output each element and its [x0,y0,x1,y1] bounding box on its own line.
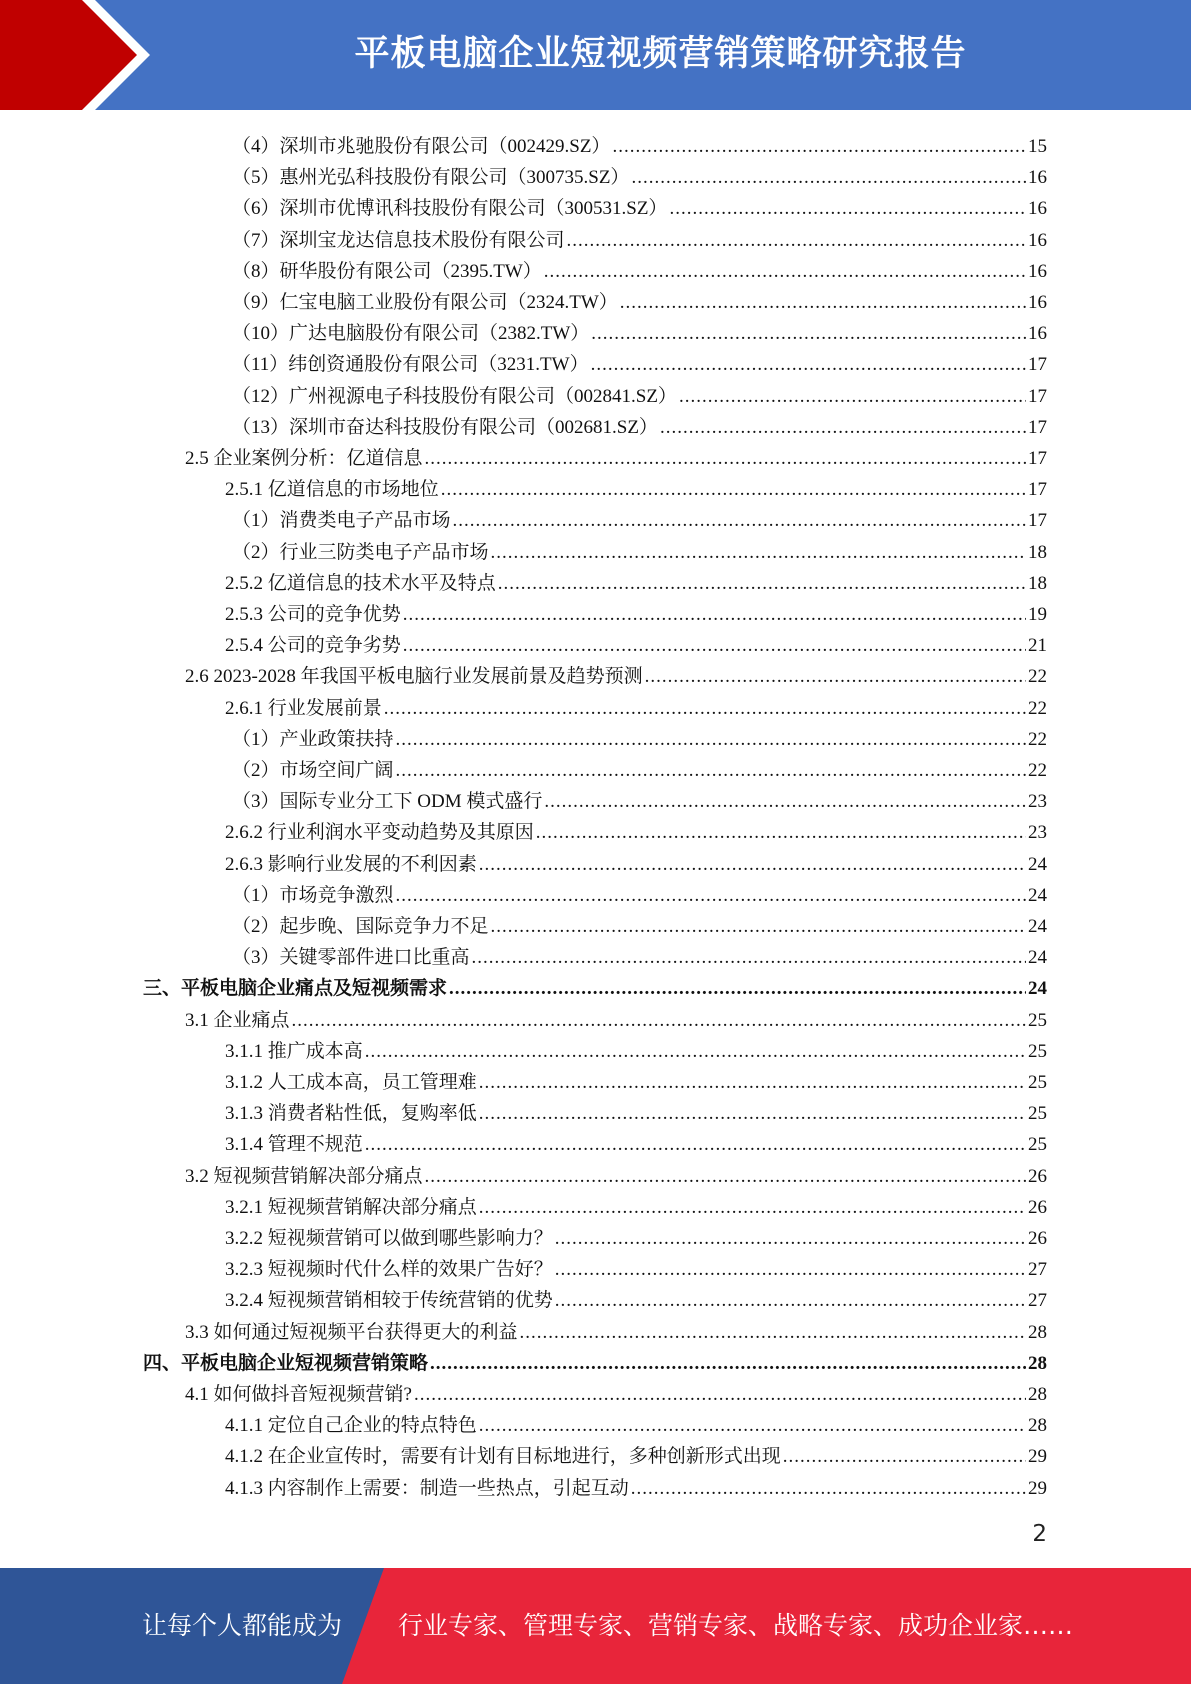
toc-leader-dots [479,1071,1026,1095]
toc-entry-page: 25 [1028,1134,1047,1156]
toc-entry-page: 24 [1028,916,1047,937]
toc-entry[interactable] [185,440,1047,471]
toc-leader-dots [365,1133,1026,1157]
toc-entry-title: 2.5.3 公司的竞争优势 [225,604,401,625]
toc-entry-page: 28 [1028,1415,1047,1437]
toc-leader-dots [396,728,1026,752]
toc-entry[interactable] [232,253,1047,284]
toc-entry-title: 3.2 短视频营销解决部分痛点 [185,1165,423,1187]
toc-entry[interactable] [225,1220,1047,1251]
toc-entry[interactable] [225,814,1047,845]
toc-entry-page: 17 [1028,479,1047,501]
toc-entry-title: （2）起步晚、国际竞争力不足 [232,916,489,937]
toc-entry[interactable] [232,783,1047,814]
toc-entry-page: 24 [1028,947,1047,969]
toc-entry-page: 25 [1028,1040,1047,1062]
toc-entry[interactable] [225,1470,1047,1501]
toc-entry[interactable] [185,1158,1047,1189]
toc-entry-title: （3）关键零部件进口比重高 [232,947,470,969]
toc-entry-title: 3.2.4 短视频营销相较于传统营销的优势 [225,1290,553,1312]
toc-entry-title: 四、平板电脑企业短视频营销策略 [143,1352,429,1374]
toc-entry-page: 22 [1028,760,1047,781]
toc-leader-dots [612,135,1026,159]
toc-entry-title: （11）纬创资通股份有限公司（3231.TW） [232,354,589,376]
toc-entry[interactable] [232,222,1047,253]
toc-entry-page: 19 [1028,604,1047,625]
page-header [0,0,1191,110]
toc-entry-title: （7）深圳宝龙达信息技术股份有限公司 [232,229,565,251]
toc-entry-page: 22 [1028,728,1047,750]
toc-entry-page: 25 [1028,1072,1047,1093]
toc-entry-page: 16 [1028,292,1047,313]
toc-entry[interactable] [185,1314,1047,1345]
toc-entry[interactable] [225,1438,1047,1469]
toc-entry-title: 2.5 企业案例分析：亿道信息 [185,448,423,469]
toc-entry-title: 3.1 企业痛点 [185,1009,290,1031]
toc-entry[interactable] [232,159,1047,190]
toc-entry[interactable] [232,752,1047,783]
toc-entry-page: 21 [1028,635,1047,657]
toc-entry-page: 25 [1028,1103,1047,1125]
toc-entry-page: 26 [1028,1196,1047,1218]
toc-leader-dots [591,353,1026,377]
toc-leader-dots [660,416,1026,440]
toc-entry-title: 2.5.4 公司的竞争劣势 [225,635,401,657]
toc-leader-dots [631,166,1026,190]
toc-entry-title: 4.1 如何做抖音短视频营销? [185,1384,412,1405]
toc-entry-page: 28 [1028,1352,1047,1374]
toc-leader-dots [591,322,1026,346]
toc-leader-dots [365,1040,1026,1064]
toc-entry-title: （2）行业三防类电子产品市场 [232,541,489,563]
toc-entry[interactable] [232,721,1047,752]
toc-entry-title: （5）惠州光弘科技股份有限公司（300735.SZ） [232,167,630,189]
toc-entry[interactable] [232,502,1047,533]
footer-slogan-right: 行业专家、管理专家、营销专家、战略专家、成功企业家…… [398,1611,1074,1640]
toc-entry[interactable] [225,471,1047,502]
toc-entry[interactable] [232,908,1047,939]
report-title: 平板电脑企业短视频营销策略研究报告 [354,34,967,74]
toc-entry-title: 3.2.3 短视频时代什么样的效果广告好？ [225,1259,553,1281]
toc-entry[interactable] [232,877,1047,908]
toc-entry-page: 22 [1028,697,1047,719]
toc-leader-dots [536,821,1026,845]
toc-entry-page: 26 [1028,1165,1047,1187]
page-number: 2 [1032,1521,1047,1547]
toc-entry[interactable] [225,627,1047,658]
toc-entry-title: （2）市场空间广阔 [232,760,394,781]
toc-entry-page: 18 [1028,541,1047,563]
toc-entry-page: 16 [1028,323,1047,345]
toc-entry[interactable] [185,1002,1047,1033]
toc-leader-dots [396,759,1026,783]
toc-entry[interactable] [232,939,1047,970]
toc-entry-title: （6）深圳市优博讯科技股份有限公司（300531.SZ） [232,198,668,220]
toc-entry[interactable] [225,596,1047,627]
toc-leader-dots [479,1102,1026,1126]
toc-entry[interactable] [225,1407,1047,1438]
header-chevron-red [0,0,140,110]
toc-entry[interactable] [225,690,1047,721]
toc-entry-title: （4）深圳市兆驰股份有限公司（002429.SZ） [232,136,611,157]
toc-entry-title: 3.2.1 短视频营销解决部分痛点 [225,1196,477,1218]
toc-entry-page: 15 [1028,136,1047,157]
toc-entry-page: 28 [1028,1321,1047,1343]
toc-entry-page: 25 [1028,1009,1047,1031]
toc-entry-title: 2.5.2 亿道信息的技术水平及特点 [225,572,496,594]
toc-leader-dots [425,1165,1026,1189]
toc-entry-page: 23 [1028,791,1047,813]
toc-entry-title: （10）广达电脑股份有限公司（2382.TW） [232,323,590,345]
toc-entry-title: 2.6.2 行业利润水平变动趋势及其原因 [225,822,534,844]
toc-entry-page: 29 [1028,1446,1047,1468]
toc-entry-page: 16 [1028,260,1047,282]
toc-entry-title: 3.3 如何通过短视频平台获得更大的利益 [185,1321,518,1343]
toc-leader-dots [403,634,1026,658]
toc-entry-title: 3.1.2 人工成本高，员工管理难 [225,1072,477,1093]
toc-leader-dots [384,697,1026,721]
toc-leader-dots [631,1477,1026,1501]
toc-entry-page: 16 [1028,198,1047,220]
toc-entry-title: 3.1.4 管理不规范 [225,1134,363,1156]
toc-leader-dots [396,884,1026,908]
toc-leader-dots [472,946,1026,970]
toc-entry-page: 17 [1028,416,1047,438]
toc-entry-page: 16 [1028,167,1047,189]
toc-entry-page: 27 [1028,1259,1047,1281]
toc-entry-title: 2.5.1 亿道信息的市场地位 [225,479,439,501]
toc-entry[interactable] [225,1251,1047,1282]
toc-entry[interactable] [225,846,1047,877]
toc-leader-dots [414,1383,1026,1407]
toc-leader-dots [679,385,1026,409]
footer-slogan-left: 让每个人都能成为 [142,1611,343,1640]
toc-entry-page: 24 [1028,884,1047,906]
toc-leader-dots [555,1258,1026,1282]
toc-entry[interactable] [225,1095,1047,1126]
toc-leader-dots [520,1321,1026,1345]
toc-entry-page: 17 [1028,448,1047,469]
toc-entry[interactable] [232,378,1047,409]
toc-entry[interactable] [143,970,1047,1001]
toc-leader-dots [567,229,1026,253]
toc-entry-title: 4.1.3 内容制作上需要：制造一些热点，引起互动 [225,1477,629,1499]
toc-leader-dots [669,197,1026,221]
toc-entry-title: （8）研华股份有限公司（2395.TW） [232,260,542,282]
toc-entry-title: 3.1.3 消费者粘性低，复购率低 [225,1103,477,1125]
toc-entry[interactable] [232,534,1047,565]
toc-entry-page: 23 [1028,822,1047,844]
toc-entry[interactable] [232,128,1047,159]
toc-leader-dots [453,509,1026,533]
toc-entry-page: 26 [1028,1228,1047,1249]
toc-leader-dots [479,1196,1026,1220]
toc-leader-dots [479,853,1026,877]
toc-leader-dots [555,1227,1026,1251]
toc-entry-page: 27 [1028,1290,1047,1312]
toc-entry-title: 4.1.2 在企业宣传时，需要有计划有目标地进行，多种创新形式出现 [225,1446,781,1468]
toc-entry[interactable] [232,315,1047,346]
toc-entry-page: 24 [1028,978,1047,1000]
toc-entry[interactable] [185,658,1047,689]
toc-entry[interactable] [225,565,1047,596]
toc-entry-title: （13）深圳市奋达科技股份有限公司（002681.SZ） [232,416,658,438]
toc-leader-dots [544,790,1026,814]
toc-leader-dots [403,603,1026,627]
toc-entry-title: （9）仁宝电脑工业股份有限公司（2324.TW） [232,292,618,313]
toc-entry-page: 17 [1028,385,1047,407]
toc-leader-dots [620,291,1026,315]
toc-leader-dots [544,260,1026,284]
toc-entry-title: 2.6.3 影响行业发展的不利因素 [225,853,477,875]
toc-entry-title: （1）产业政策扶持 [232,728,394,750]
toc-entry-page: 29 [1028,1477,1047,1499]
toc-leader-dots [783,1445,1026,1469]
toc-entry[interactable] [225,1033,1047,1064]
toc-entry-page: 28 [1028,1384,1047,1405]
toc-leader-dots [425,447,1026,471]
toc-entry[interactable] [225,1064,1047,1095]
toc-entry[interactable] [232,409,1047,440]
toc-entry-page: 17 [1028,510,1047,532]
toc-entry-title: （1）市场竞争激烈 [232,884,394,906]
toc-entry[interactable] [225,1126,1047,1157]
toc-leader-dots [449,977,1026,1001]
toc-entry-page: 18 [1028,572,1047,594]
toc-entry-title: 2.6 2023-2028 年我国平板电脑行业发展前景及趋势预测 [185,666,643,688]
toc-entry-page: 16 [1028,229,1047,251]
toc-entry-title: （3）国际专业分工下 ODM 模式盛行 [232,791,543,813]
toc-entry-title: 三、平板电脑企业痛点及短视频需求 [143,978,448,1000]
toc-entry[interactable] [143,1345,1047,1376]
page-footer [0,1568,1191,1684]
toc-entry-page: 24 [1028,853,1047,875]
toc-leader-dots [491,541,1026,565]
toc-entry[interactable] [232,346,1047,377]
toc-leader-dots [292,1009,1026,1033]
toc-entry-title: （1）消费类电子产品市场 [232,510,451,532]
toc-leader-dots [498,572,1026,596]
toc-entry-title: （12）广州视源电子科技股份有限公司（002841.SZ） [232,385,677,407]
toc-entry-title: 4.1.1 定位自己企业的特点特色 [225,1415,477,1437]
toc-leader-dots [479,1414,1026,1438]
toc-leader-dots [555,1289,1026,1313]
toc-entry[interactable] [185,1376,1047,1407]
toc-entry[interactable] [232,190,1047,221]
toc-entry-page: 17 [1028,354,1047,376]
toc-entry-page: 22 [1028,666,1047,688]
toc-leader-dots [430,1352,1026,1376]
toc-leader-dots [441,478,1026,502]
toc-entry[interactable] [225,1282,1047,1313]
toc-entry-title: 3.2.2 短视频营销可以做到哪些影响力？ [225,1228,553,1249]
toc-entry-title: 3.1.1 推广成本高 [225,1040,363,1062]
toc-entry-title: 2.6.1 行业发展前景 [225,697,382,719]
toc-entry[interactable] [232,284,1047,315]
toc-leader-dots [491,915,1026,939]
toc-entry[interactable] [225,1189,1047,1220]
toc-leader-dots [645,665,1026,689]
